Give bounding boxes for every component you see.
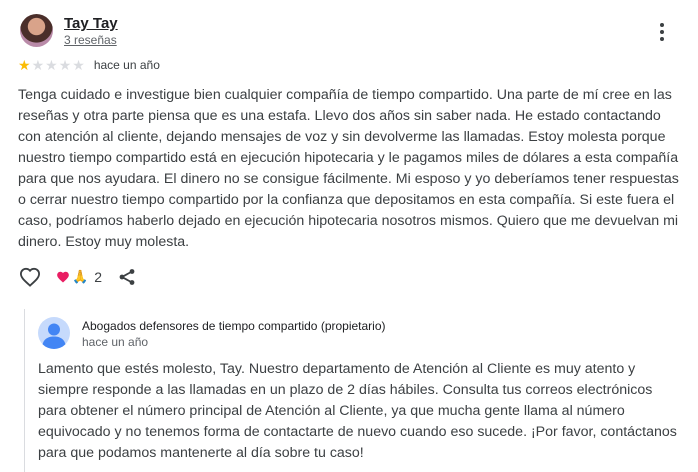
like-heart-outline-icon[interactable] xyxy=(18,265,42,289)
reviewer-name-link[interactable]: Tay Tay xyxy=(64,15,118,32)
owner-name: Abogados defensores de tiempo compartido (propietario) xyxy=(82,319,386,333)
owner-reply-text: Lamento que estés molesto, Tay. Nuestro departamento de Atención al Cliente es muy atento y siempre responde a las llamadas en un plazo de 2 días hábiles. Consulta tus correos electrónicos para obtener el número principal de Atención al Cliente, ya que mucha gente llama al número equivocado y no tenemos forma de contactarte de nuevo cuando eso sucede. ¡Por favor, contáctanos para que podamos mantenerte al día sobre tu caso! xyxy=(38,361,677,461)
review-actions xyxy=(18,264,138,290)
reviewer-review-count-link[interactable]: 3 reseñas xyxy=(64,33,117,47)
more-options-icon[interactable] xyxy=(652,20,672,44)
reaction-count: 2 xyxy=(94,269,102,285)
star-icon: ★ xyxy=(31,57,45,73)
heart-icon xyxy=(56,270,70,284)
rating-row xyxy=(18,57,160,73)
star-icon: ★ xyxy=(18,57,31,73)
reviewer-avatar[interactable] xyxy=(20,14,53,47)
reactions-summary[interactable] xyxy=(56,269,102,285)
praying-hands-icon: 🙏 xyxy=(72,269,89,284)
owner-avatar xyxy=(38,317,70,349)
person-icon xyxy=(38,317,70,349)
star-icon: ★ xyxy=(72,57,85,73)
star-rating xyxy=(18,57,85,73)
owner-reply xyxy=(24,309,685,472)
owner-reply-date: hace un año xyxy=(82,335,149,349)
share-icon[interactable] xyxy=(116,266,138,288)
star-icon: ★ xyxy=(58,57,72,73)
review-text: Tenga cuidado e investigue bien cualquier compañía de tiempo compartido. Una parte de mí cree en las reseñas y otra parte piensa que es una estafa. Llevo dos años sin saber nada. He estado contactando con atención al cliente, dejando mensajes de voz y sin devolverme las llamadas. Estoy molesta porque nuestro tiempo compartido está en ejecución hipotecaria y le pagamos miles de dólares a esta compañía para que nos ayudara. El dinero no se consigue fácilmente. Mi esposo y yo deberíamos tener respuestas o cerrar nuestro tiempo compartido por la confianza que depositamos en esta compañía. Si este fuera el caso, podríamos haberlo dejado en ejecución hipotecaria nosotros mismos. Quiero que me devuelvan mi dinero. Estoy muy molesta. xyxy=(18,87,679,250)
review-date: hace un año xyxy=(93,58,160,72)
star-icon: ★ xyxy=(45,57,58,73)
